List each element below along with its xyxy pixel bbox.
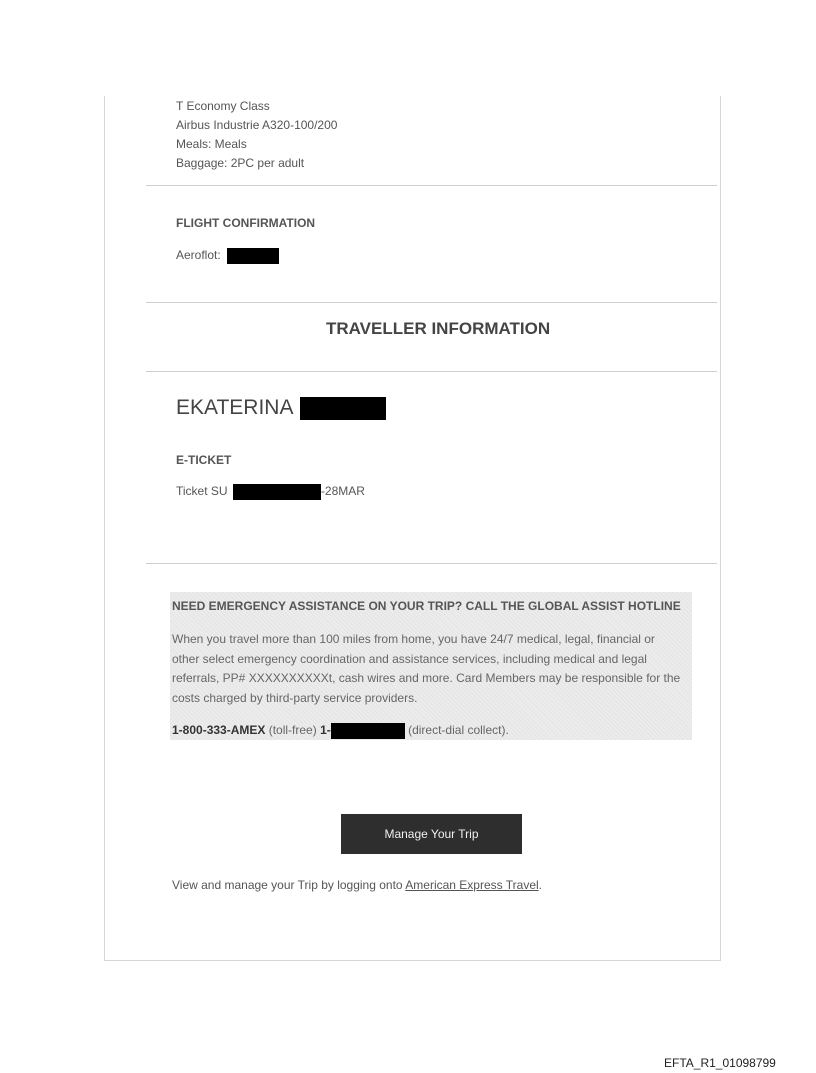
emergency-body <box>172 630 692 708</box>
tollfree-label: (toll-free) <box>268 723 317 738</box>
traveller-first-name: EKATERINA <box>176 396 293 419</box>
redacted-block <box>233 484 321 500</box>
emergency-body-line: When you travel more than 100 miles from home, you have 24/7 medical, legal, financial or <box>172 632 655 646</box>
tollfree-number: 1-800-333-AMEX <box>172 723 266 738</box>
document-id: EFTA_R1_01098799 <box>664 1056 776 1070</box>
traveller-name <box>176 396 386 420</box>
redacted-block <box>227 248 279 264</box>
traveller-info-title: TRAVELLER INFORMATION <box>326 319 551 338</box>
footer-suffix: . <box>538 878 543 892</box>
emergency-assistance-box <box>170 592 692 740</box>
flight-confirmation-heading: FLIGHT CONFIRMATION <box>176 216 316 230</box>
ticket-suffix: -28MAR <box>320 484 365 498</box>
cabin-class: T Economy Class <box>176 99 270 113</box>
aircraft-type: Airbus Industrie A320-100/200 <box>176 118 338 132</box>
emergency-body-line: referrals, PP# XXXXXXXXXXt, cash wires and more. Card Members may be responsible for the <box>172 671 681 685</box>
footer-prefix: View and manage your Trip by logging onto <box>172 878 403 892</box>
ticket-prefix: Ticket SU <box>176 484 228 498</box>
emergency-body-line: other select emergency coordination and assistance services, including medical and legal <box>172 651 647 666</box>
redacted-block <box>300 397 386 420</box>
eticket-heading: E-TICKET <box>176 453 232 467</box>
baggage-info: Baggage: 2PC per adult <box>176 156 305 170</box>
amex-travel-link[interactable]: American Express Travel <box>405 878 539 892</box>
emergency-phone-line <box>172 723 509 739</box>
divider <box>146 371 717 372</box>
divider <box>146 302 717 303</box>
emergency-heading: NEED EMERGENCY ASSISTANCE ON YOUR TRIP? CALL THE GLOBAL ASSIST HOTLINE <box>172 599 681 613</box>
divider <box>146 185 717 186</box>
ticket-number-row <box>176 482 365 501</box>
collect-number-prefix: 1- <box>320 723 331 738</box>
emergency-body-line: costs charged by third-party service providers. <box>172 690 418 705</box>
collect-label: (direct-dial collect). <box>408 723 509 738</box>
manage-trip-footer <box>172 878 542 892</box>
airline-label: Aeroflot: <box>176 248 221 262</box>
divider <box>146 563 717 564</box>
manage-your-trip-button[interactable]: Manage Your Trip <box>341 814 522 854</box>
confirmation-row <box>176 246 279 265</box>
redacted-block <box>331 723 405 739</box>
meals-info: Meals: Meals <box>176 137 247 151</box>
